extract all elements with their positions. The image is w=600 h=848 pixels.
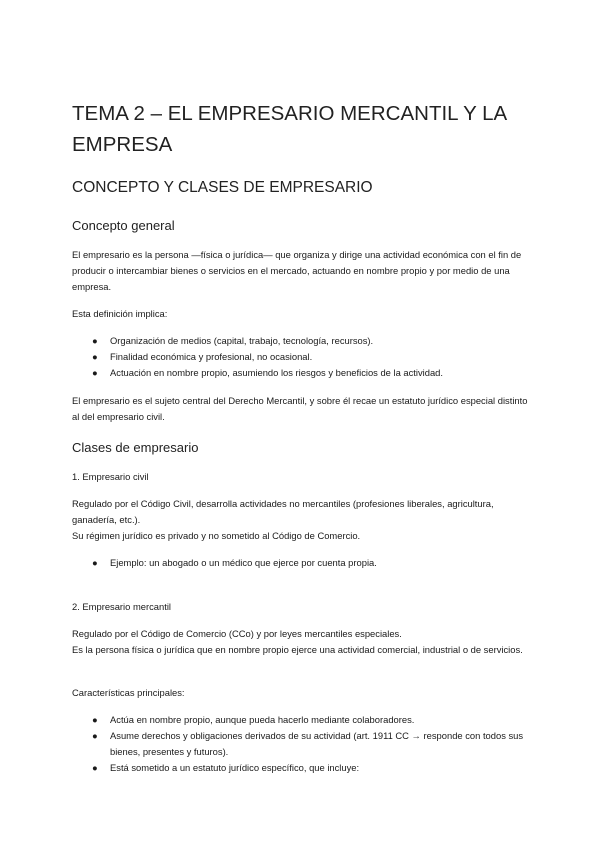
bullet-icon: ● [92, 557, 98, 568]
list-item: ● Organización de medios (capital, trabajo, tecnología, recursos). [92, 333, 537, 349]
bullet-icon: ● [92, 714, 98, 725]
list-item: ● Actúa en nombre propio, aunque pueda hacerlo mediante colaboradores. [92, 712, 537, 728]
list-item: ● Asume derechos y obligaciones derivados de su actividad (art. 1911 CC → responde con todos sus bienes, presentes y futuros). [92, 730, 524, 757]
heading-empresario-mercantil: 2. Empresario mercantil [72, 601, 171, 612]
paragraph-caracteristicas: Características principales: [72, 687, 185, 698]
paragraph-definicion: El empresario es la persona —física o jurídica— que organiza y dirige una actividad económica con el fin de producir o intercambiar bienes o servicios en el mercado, actuando en nombre propio y por medio de una empresa. [72, 249, 522, 292]
bullet-icon: ● [92, 367, 98, 378]
bullet-icon: ● [92, 351, 98, 362]
subheading-clases: Clases de empresario [72, 440, 199, 455]
list-caracteristicas [92, 712, 537, 776]
bullet-icon: ● [92, 762, 98, 773]
paragraph-sujeto-central: El empresario es el sujeto central del Derecho Mercantil, y sobre él recae un estatuto jurídico especial distinto al del empresario civil. [72, 395, 528, 422]
list-item: ● Ejemplo: un abogado o un médico que ejerce por cuenta propia. [92, 555, 537, 571]
list-item: ● Finalidad económica y profesional, no ocasional. [92, 349, 537, 365]
list-civil [92, 555, 537, 571]
paragraph-mercantil-definicion: Es la persona física o jurídica que en nombre propio ejerce una actividad comercial, industrial o de servicios. [72, 644, 523, 655]
document-title: TEMA 2 – EL EMPRESARIO MERCANTIL Y LA EMPRESA [72, 102, 507, 156]
subheading-concepto: Concepto general [72, 218, 175, 233]
paragraph-civil-regulacion: Regulado por el Código Civil, desarrolla actividades no mercantiles (profesiones liberales, agricultura, ganadería, etc.). [72, 498, 494, 525]
list-item: ● Está sometido a un estatuto jurídico específico, que incluye: [92, 760, 537, 776]
paragraph-civil-regimen: Su régimen jurídico es privado y no sometido al Código de Comercio. [72, 530, 361, 541]
section-heading: CONCEPTO Y CLASES DE EMPRESARIO [72, 179, 373, 196]
bullet-icon: ● [92, 335, 98, 346]
paragraph-implica: Esta definición implica: [72, 308, 168, 319]
list-item: ● Actuación en nombre propio, asumiendo los riesgos y beneficios de la actividad. [92, 365, 537, 381]
paragraph-mercantil-regulacion: Regulado por el Código de Comercio (CCo) y por leyes mercantiles especiales. [72, 628, 402, 639]
bullet-icon: ● [92, 730, 98, 741]
list-implicaciones [92, 333, 537, 381]
heading-empresario-civil: 1. Empresario civil [72, 471, 149, 482]
